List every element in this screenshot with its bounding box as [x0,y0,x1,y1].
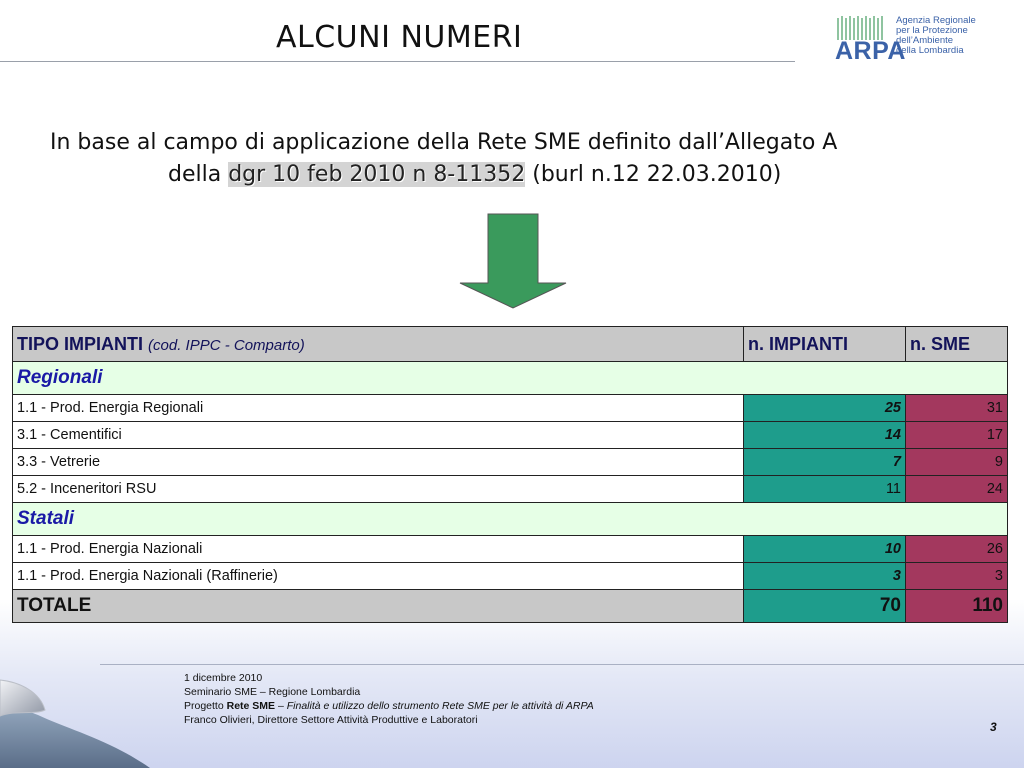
logo-line-1: Agenzia Regionale [896,15,976,26]
footer [184,671,594,727]
row-name: 1.1 - Prod. Energia Regionali [13,395,744,422]
section-statali: Statali [13,503,1008,536]
logo-line-2: per la Protezione dell’Ambiente [896,25,968,46]
slide-title: ALCUNI NUMERI [276,20,523,55]
header-tipo-sub: (cod. IPPC - Comparto) [148,336,305,354]
table-row [13,563,1008,590]
arpa-logo [835,16,1015,64]
intro-line-1: In base al campo di applicazione della Rete SME definito dall’Allegato A [50,130,838,155]
table-header-row [13,327,1008,362]
footer-project-name: Rete SME [226,700,276,712]
footer-project-prefix: Progetto [184,700,227,712]
total-impianti: 70 [744,590,906,623]
burl-reference: (burl n.12 22.03.2010) [525,162,782,187]
footer-seminar: Seminario SME – Regione Lombardia [184,686,361,698]
section-row-regionali [13,362,1008,395]
page-curl-decoration [0,670,160,768]
intro-paragraph [50,127,980,191]
section-row-statali [13,503,1008,536]
row-impianti: 11 [744,476,906,503]
page-number: 3 [990,720,997,734]
table-row [13,422,1008,449]
row-name: 5.2 - Inceneritori RSU [13,476,744,503]
title-divider [0,61,795,62]
section-regionali: Regionali [13,362,1008,395]
row-name: 1.1 - Prod. Energia Nazionali [13,536,744,563]
total-row [13,590,1008,623]
footer-divider [100,664,1024,665]
logo-line-3: della Lombardia [896,45,964,56]
header-tipo-label: TIPO IMPIANTI [17,333,143,354]
down-arrow-icon [458,213,568,309]
row-name: 1.1 - Prod. Energia Nazionali (Raffinerie) [13,563,744,590]
row-sme: 31 [906,395,1008,422]
table-row [13,536,1008,563]
total-sme: 110 [906,590,1008,623]
footer-project-desc: Finalità e utilizzo dello strumento Rete SME per le attività di ARPA [286,700,594,712]
row-sme: 26 [906,536,1008,563]
header-tipo-impianti [13,327,744,362]
total-label: TOTALE [13,590,744,623]
row-sme: 9 [906,449,1008,476]
row-impianti: 25 [744,395,906,422]
header-n-sme: n. SME [906,327,1008,362]
dgr-reference: dgr 10 feb 2010 n 8-11352 [228,162,526,187]
row-name: 3.3 - Vetrerie [13,449,744,476]
row-impianti: 10 [744,536,906,563]
footer-project [184,699,594,713]
row-impianti: 7 [744,449,906,476]
row-sme: 24 [906,476,1008,503]
table-row [13,395,1008,422]
table-row [13,476,1008,503]
logo-name: ARPA [835,37,906,65]
row-sme: 17 [906,422,1008,449]
logo-caption [896,16,1016,56]
impianti-table [12,326,1008,623]
footer-project-dash: – [275,700,287,712]
row-impianti: 14 [744,422,906,449]
intro-della: della [168,162,229,187]
footer-date: 1 dicembre 2010 [184,672,263,684]
header-n-impianti: n. IMPIANTI [744,327,906,362]
row-sme: 3 [906,563,1008,590]
footer-author: Franco Olivieri, Direttore Settore Attività Produttive e Laboratori [184,714,478,726]
table-row [13,449,1008,476]
row-name: 3.1 - Cementifici [13,422,744,449]
row-impianti: 3 [744,563,906,590]
intro-line-2 [50,159,980,191]
